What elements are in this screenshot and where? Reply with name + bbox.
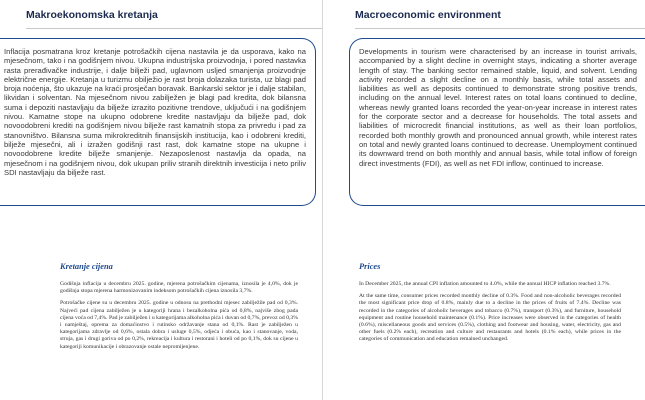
page-title: Makroekonomska kretanja xyxy=(26,9,158,21)
title-divider xyxy=(355,28,645,29)
paragraph: Godišnja inflacija u decembru 2025. godine, mjerena potrošačkim cijenama, iznosila je 4,0%, dok je godišnja stopa mjerena harmonizovanim indeksom potrošačkih cijena iznosila 3,7%. xyxy=(60,281,298,295)
title-divider xyxy=(26,28,322,29)
summary-box xyxy=(349,38,645,206)
right-page xyxy=(323,0,645,400)
paragraph: Potrošačke cijene su u decembru 2025. godine u odnosu na prethodni mjesec zabilježile pad od 0,3%. Najveći pad cijena zabilježen je u kategoriji hrana i bezalkoholna pića od 0,8%, najviše zbog pada cijena voća od 7,4%. Pad je zabilježen i u kategorijama alkoholna pića i duvan od 0,7%, prevoz od 0,3% i namještaj, oprema za domaćinstvo i rutinsko održavanje stana od 0,1%. Rast je zabilježen u kategorijama zdravlje od 0,6%, ostala dobra i usluge 0,5%, odjeća i obuća, kao i stanovanje, voda, struja, gas i drugi goriva od po 0,2%, rekreacija i kultura i restorani i hoteli od po 0,1%, dok su cijene u kategoriji komunikacije i obrazovanje ostale nepromijenjene. xyxy=(60,300,299,350)
summary-text: Inflacija posmatrana kroz kretanje potrošačkih cijena nastavila je da usporava, kako na mjesečnom, tako i na godišnjem nivou. Ukupna industrijska proizvodnja, i pored nastavka rasta prerađivačke industrije, i dalje bilježi pad, uglavnom usljed smanjenja proizvodnje električne energije. Kretanja u turizmu obilježio je rast broja dolazaka turista, uz blagi pad broja noćenja, što ukazuje na kraći prosječan boravak. Bankarski sektor je i dalje stabilan, likvidan i solventan. Na mjesečnom nivou zabilježen je blagi pad kredita, dok bilansna suma i depoziti nastavljaju da bilježe izrazito pozitivne trendove, uključući i na godišnjem nivou. Kamatne stope na ukupno odobrene kredite nastavljaju da bilježe pad, dok novoodobreni krediti na godišnjem nivou bilježe rast kamatnih stopa za privredu i pad za stanovništvo. Bilansna suma mikrokreditnih finansijskih institucija, kao i odobreni krediti, bilježe mjesečni, ali i izražen godišnji rast rast, dok kamatne stope na ukupne i novoodobrene kredite bilježe smanjenje. Nezaposlenost nastavlja da opada, na mjesečnom i na godišnjem nivou, dok ukupan priliv stranih direktnih investicija i neto priliv SDI nastavljaju da bilježe rast. xyxy=(4,47,306,177)
summary-box xyxy=(0,38,316,206)
page-title: Macroeconomic environment xyxy=(355,9,501,21)
section-title: Kretanje cijena xyxy=(60,262,113,271)
summary-text: Developments in tourism were characterised by an increase in tourist arrivals, accompanied by a slight decline in overnight stays, indicating a shorter average length of stay. The banking sector remained stable, liquid, and solvent. Lending activity recorded a slight decline on a monthly basis, while total assets and liabilities as well as deposits continued to demonstrate strong positive trends, including on the annual level. Interest rates on total loans continued to decline, whereas newly granted loans recorded the year-on-year increase in interest rates for the corporate sector and a decrease for households. The total assets and liabilities of microcredit financial institutions, as well as their loan portfolios, recorded both monthly growth and pronounced annual growth, while interest rates on total and newly granted loans continued to decrease. Unemployment continued its downward trend on both monthly and annual basis, while total inflow of foreign direct investments (FDI), as well as net FDI inflow, continued to increase. xyxy=(359,47,637,168)
paragraph: In December 2025, the annual CPI inflation amounted to 4.0%, while the annual HICP inflation reached 3.7%. xyxy=(359,281,611,287)
section-body xyxy=(359,281,621,349)
section-body xyxy=(60,281,298,356)
left-page xyxy=(0,0,322,400)
section-title: Prices xyxy=(359,262,381,271)
paragraph: At the same time, consumer prices recorded monthly decline of 0.3%. Food and non-alcoholic beverages recorded the most significant price drop of 0.8%, mainly due to a decline in the prices of fruits of 7.4%. Decline was recorded in the categories of alcoholic beverages and tobacco (0.7%), transport (0.3%), and furniture, household equipment and routine household maintenance (0.1%). Price increases were observed in the categories of health (0.6%), miscellaneous goods and services (0.5%), clothing and footwear and housing, water, electricity, gas and other fuels (0.2% each), recreation and culture and restaurants and hotels (0.1% each), while prices in the categories of communication and education remained unchanged. xyxy=(359,293,621,343)
